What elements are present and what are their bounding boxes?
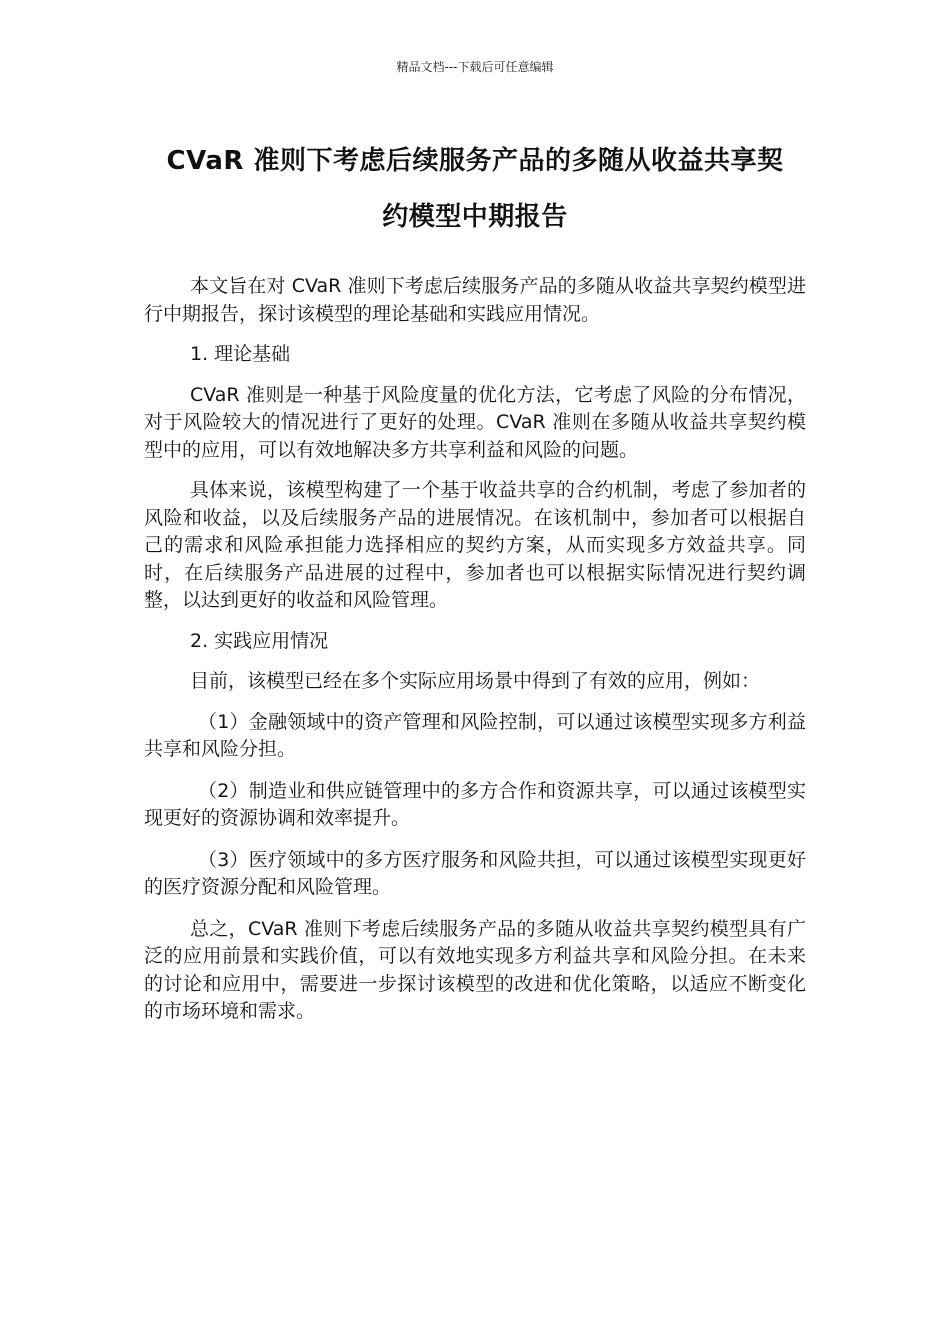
title-line-1: CVaR 准则下考虑后续服务产品的多随从收益共享契 <box>166 146 784 176</box>
paragraph-applications: 目前，该模型已经在多个实际应用场景中得到了有效的应用，例如： <box>190 670 761 692</box>
document-body <box>144 273 806 1039</box>
paragraph-conclusion: 总之，CVaR 准则下考虑后续服务产品的多随从收益共享契约模型具有广泛的应用前景和实践价值，可以有效地实现多方利益共享和风险分担。在未来的讨论和应用中，需要进一步探讨该模型的改进和优化策略，以适应不断变化的市场环境和需求。 <box>144 917 806 1022</box>
header-note: 精品文档---下载后可任意编辑 <box>396 60 554 74</box>
paragraph-intro: 本文旨在对 CVaR 准则下考虑后续服务产品的多随从收益共享契约模型进行中期报告，探讨该模型的理论基础和实践应用情况。 <box>144 275 806 325</box>
title-line-2: 约模型中期报告 <box>382 202 568 232</box>
section-heading-theory: 1. 理论基础 <box>190 343 291 365</box>
paragraph-model-detail: 具体来说，该模型构建了一个基于收益共享的合约机制，考虑了参加者的风险和收益，以及后续服务产品的进展情况。在该机制中，参加者可以根据自己的需求和风险承担能力选择相应的契约方案，从而实现多方效益共享。同时，在后续服务产品进展的过程中，参加者也可以根据实际情况进行契约调整，以达到更好的收益和风险管理。 <box>144 479 806 611</box>
list-item-medical: （3）医疗领域中的多方医疗服务和风险共担，可以通过该模型实现更好的医疗资源分配和风险管理。 <box>144 848 806 898</box>
paragraph-cvar: CVaR 准则是一种基于风险度量的优化方法，它考虑了风险的分布情况，对于风险较大的情况进行了更好的处理。CVaR 准则在多随从收益共享契约模型中的应用，可以有效地解决多方共享利益和风险的问题。 <box>144 383 806 461</box>
section-heading-practice: 2. 实践应用情况 <box>190 629 329 652</box>
list-item-finance: （1）金融领域中的资产管理和风险控制，可以通过该模型实现多方利益共享和风险分担。 <box>144 710 806 760</box>
list-item-manufacturing: （2）制造业和供应链管理中的多方合作和资源共享，可以通过该模型实现更好的资源协调和效率提升。 <box>144 779 806 829</box>
